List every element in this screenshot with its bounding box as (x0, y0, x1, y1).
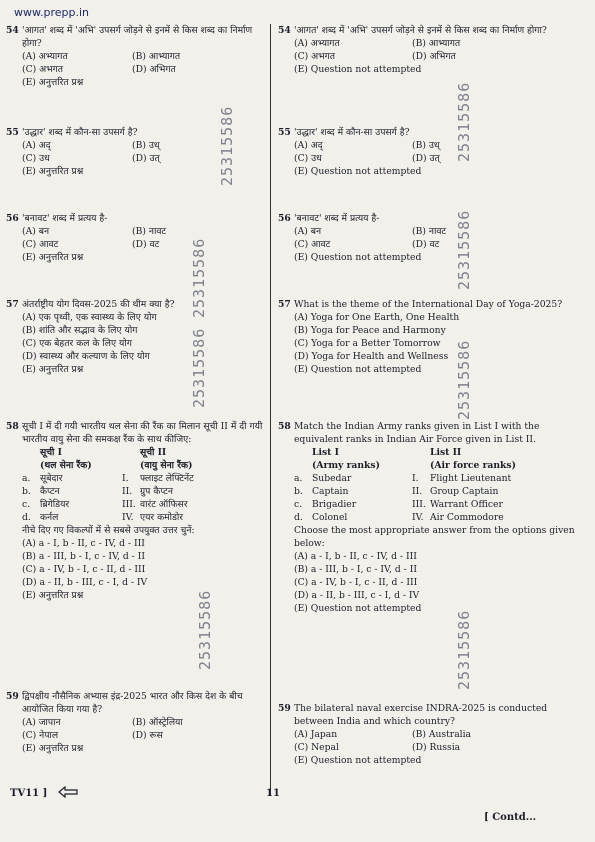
question-number: 57 (278, 299, 291, 310)
vertical-stamp: 25315586 (455, 339, 473, 420)
list1-subheading: (थल सेना रैंक) (40, 460, 92, 471)
instruction: Choose the most appropriate answer from the options given below: (294, 525, 575, 549)
site-watermark: www.prepp.in (14, 6, 89, 19)
option-b: (B) a - III, b - I, c - IV, d - II (22, 551, 145, 562)
question-number: 59 (6, 691, 19, 702)
option-c: (C) a - IV, b - I, c - II, d - III (294, 577, 418, 588)
option-d: (D) उत् (132, 153, 160, 164)
option-a: (A) जापान (22, 717, 61, 728)
vertical-stamp: 25315586 (190, 327, 208, 408)
question-number: 54 (278, 25, 291, 36)
question-text: 'बनावट' शब्द में प्रत्यय है- (22, 213, 108, 224)
left-arrow-icon (58, 786, 78, 798)
match-row: a. सूबेदार I. फ्लाइट लेफ्टिनेंट (22, 473, 194, 484)
question-55-english (278, 126, 586, 178)
option-b: (B) नावट (132, 226, 167, 237)
option-b: (B) शांति और सद्भाव के लिए योग (22, 325, 138, 336)
option-e: (E) Question not attempted (294, 755, 422, 766)
instruction: नीचे दिए गए विकल्पों में से सबसे उपयुक्त उत्तर चुनें: (22, 525, 195, 536)
option-d: (D) वट (132, 239, 160, 250)
option-c: (C) अभगत (22, 64, 64, 75)
option-a: (A) a - I, b - II, c - IV, d - III (294, 551, 417, 562)
option-b: (B) उध् (412, 140, 440, 151)
question-57-english (278, 298, 586, 376)
question-text: 'आगत' शब्द में 'अभि' उपसर्ग जोड़ने से इनमें से किस शब्द का निर्माण होगा? (22, 25, 253, 49)
match-row: c. ब्रिगेडियर III. वारंट ऑफिसर (22, 499, 188, 510)
option-d: (D) स्वास्थ्य और कल्याण के लिए योग (22, 351, 150, 362)
option-a: (A) Yoga for One Earth, One Health (294, 312, 460, 323)
option-c: (C) Yoga for a Better Tomorrow (294, 338, 441, 349)
option-a: (A) अद् (294, 140, 323, 151)
option-b: (B) उध् (132, 140, 160, 151)
question-54-hindi (6, 24, 264, 89)
option-a: (A) अद् (22, 140, 51, 151)
question-56-hindi (6, 212, 264, 264)
question-number: 54 (6, 25, 19, 36)
option-c: (C) आवट (22, 239, 59, 250)
question-number: 57 (6, 299, 19, 310)
option-e: (E) Question not attempted (294, 166, 422, 177)
option-a: (A) a - I, b - II, c - IV, d - III (22, 538, 145, 549)
option-e: (E) Question not attempted (294, 603, 422, 614)
question-text: 'उद्धार' शब्द में कौन-सा उपसर्ग है? (22, 127, 138, 138)
list2-subheading: (वायु सेना रैंक) (140, 460, 193, 471)
column-divider (270, 24, 271, 796)
question-57-hindi (6, 298, 264, 376)
option-e: (E) Question not attempted (294, 364, 422, 375)
question-text: 'बनावट' शब्द में प्रत्यय है- (294, 213, 380, 224)
question-number: 55 (6, 127, 19, 138)
option-e: (E) Question not attempted (294, 252, 422, 263)
question-number: 55 (278, 127, 291, 138)
question-number: 58 (278, 421, 291, 432)
vertical-stamp: 25315586 (196, 589, 214, 670)
option-c: (C) आवट (294, 239, 331, 250)
option-c: (C) Nepal (294, 742, 339, 753)
option-c: (C) नेपाल (22, 730, 59, 741)
option-b: (B) Yoga for Peace and Harmony (294, 325, 446, 336)
question-text: Match the Indian Army ranks given in List I with the equivalent ranks in Indian Air Force given in List II. (294, 421, 540, 445)
question-56-english (278, 212, 586, 264)
question-number: 58 (6, 421, 19, 432)
option-d: (D) अभिगत (412, 51, 456, 62)
option-a: (A) Japan (294, 729, 338, 740)
vertical-stamp: 25315586 (455, 81, 473, 162)
option-a: (A) एक पृथ्वी, एक स्वास्थ्य के लिए योग (22, 312, 157, 323)
list1-heading: List I (312, 447, 339, 458)
vertical-stamp: 25315586 (455, 209, 473, 290)
continued-label: [ Contd... (484, 812, 537, 823)
list2-heading: सूची II (140, 447, 167, 458)
question-number: 56 (278, 213, 291, 224)
option-c: (C) एक बेहतर कल के लिए योग (22, 338, 132, 349)
list1-subheading: (Army ranks) (312, 460, 380, 471)
vertical-stamp: 25315586 (455, 609, 473, 690)
match-row: b. कैप्टन II. ग्रुप कैप्टन (22, 486, 173, 497)
vertical-stamp: 25315586 (190, 237, 208, 318)
question-number: 56 (6, 213, 19, 224)
option-a: (A) अभ्यागत (294, 38, 340, 49)
match-row: d. Colonel IV. Air Commodore (294, 512, 504, 523)
option-a: (A) बन (22, 226, 50, 237)
option-c: (C) अभगत (294, 51, 336, 62)
question-text: What is the theme of the International Day of Yoga-2025? (294, 299, 563, 310)
option-d: (D) Yoga for Health and Wellness (294, 351, 449, 362)
option-d: (D) a - II, b - III, c - I, d - IV (22, 577, 148, 588)
vertical-stamp: 25315586 (218, 105, 236, 186)
question-text: 'आगत' शब्द में 'अभि' उपसर्ग जोड़ने से इनमें से किस शब्द का निर्माण होगा? (294, 25, 547, 36)
option-b: (B) Australia (412, 729, 472, 740)
question-text: 'उद्धार' शब्द में कौन-सा उपसर्ग है? (294, 127, 410, 138)
list2-heading: List II (430, 447, 462, 458)
question-58-english (278, 420, 586, 615)
question-text: द्विपक्षीय नौसैनिक अभ्यास इंद्र-2025 भारत और किस देश के बीच आयोजित किया गया है? (22, 691, 243, 715)
question-text: The bilateral naval exercise INDRA-2025 is conducted between India and which country? (294, 703, 548, 727)
option-d: (D) अभिगत (132, 64, 176, 75)
option-b: (B) आभ्यागत (132, 51, 181, 62)
list1-heading: सूची I (40, 447, 62, 458)
page-number: 11 (266, 788, 280, 799)
option-e: (E) अनुत्तरित प्रश्न (22, 166, 84, 177)
match-row: b. Captain II. Group Captain (294, 486, 499, 497)
question-59-english (278, 702, 586, 767)
option-d: (D) उत् (412, 153, 440, 164)
question-number: 59 (278, 703, 291, 714)
option-b: (B) नावट (412, 226, 447, 237)
option-a: (A) अभ्यागत (22, 51, 68, 62)
match-row: d. कर्नल IV. एयर कमोडोर (22, 512, 184, 523)
question-58-hindi (6, 420, 264, 602)
option-b: (B) a - III, b - I, c - IV, d - II (294, 564, 417, 575)
option-e: (E) अनुत्तरित प्रश्न (22, 77, 84, 88)
option-a: (A) बन (294, 226, 322, 237)
option-e: (E) अनुत्तरित प्रश्न (22, 590, 84, 601)
option-c: (C) a - IV, b - I, c - II, d - III (22, 564, 146, 575)
option-e: (E) अनुत्तरित प्रश्न (22, 743, 84, 754)
option-c: (C) उध (22, 153, 50, 164)
option-e: (E) Question not attempted (294, 64, 422, 75)
booklet-code: TV11 ] (10, 788, 48, 799)
option-d: (D) वट (412, 239, 440, 250)
question-54-english (278, 24, 586, 76)
option-e: (E) अनुत्तरित प्रश्न (22, 364, 84, 375)
question-59-hindi (6, 690, 264, 755)
option-d: (D) Russia (412, 742, 461, 753)
list2-subheading: (Air force ranks) (430, 460, 516, 471)
question-text: अंतर्राष्ट्रीय योग दिवस-2025 की थीम क्या है? (22, 299, 175, 310)
option-b: (B) आभ्यागत (412, 38, 461, 49)
option-d: (D) रूस (132, 730, 163, 741)
question-text: सूची I में दी गयी भारतीय थल सेना की रैंक का मिलान सूची II में दी गयी भारतीय वायु सेना की समकक्ष रैंक के साथ कीजिए: (22, 421, 263, 445)
option-e: (E) अनुत्तरित प्रश्न (22, 252, 84, 263)
match-row: c. Brigadier III. Warrant Officer (294, 499, 503, 510)
match-row: a. Subedar I. Flight Lieutenant (294, 473, 512, 484)
option-d: (D) a - II, b - III, c - I, d - IV (294, 590, 420, 601)
option-c: (C) उध (294, 153, 322, 164)
option-b: (B) ऑस्ट्रेलिया (132, 717, 183, 728)
